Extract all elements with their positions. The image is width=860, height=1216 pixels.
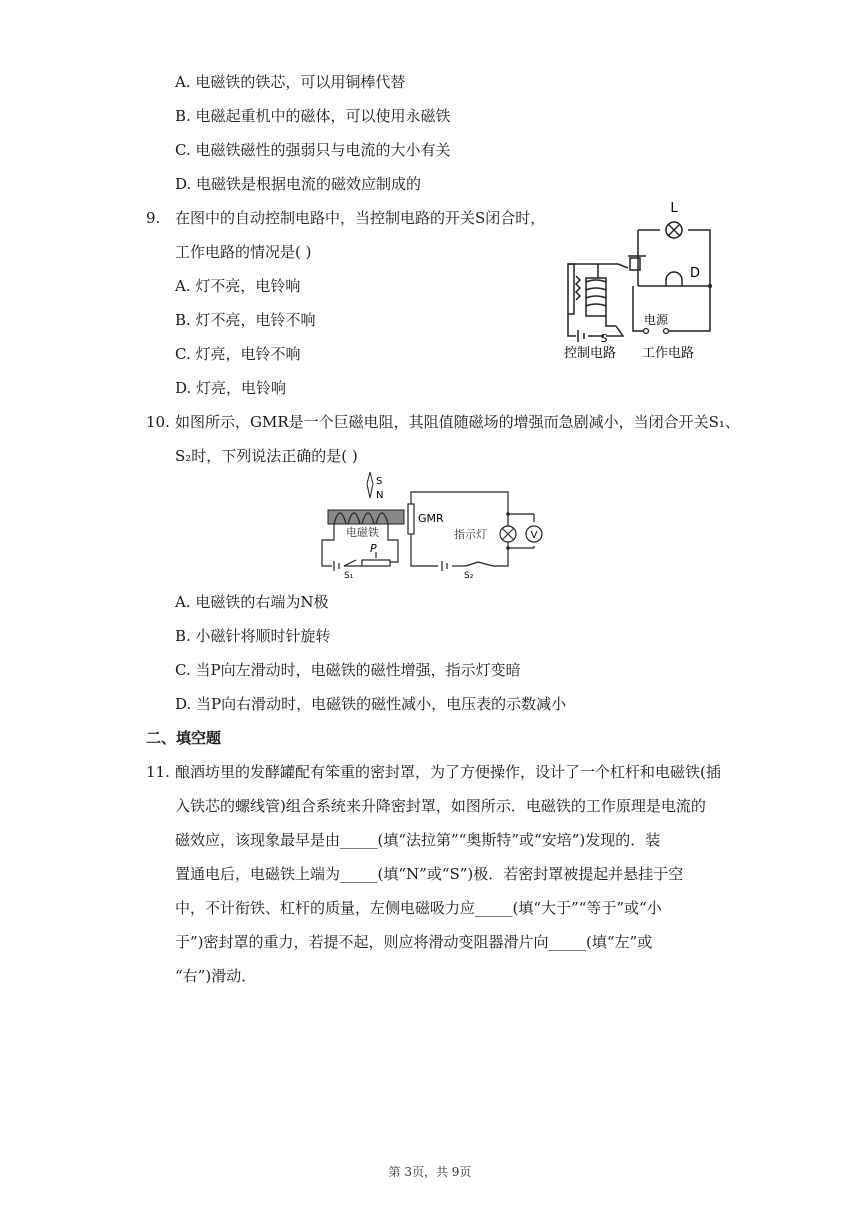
q11-line-6: 于”)密封罩的重力，若提不起，则应将滑动变阻器滑片向_____(填“左”或 [175, 933, 653, 951]
work-circuit-label: 工作电路 [641, 346, 695, 361]
needle-s-label: S [376, 476, 383, 487]
control-circuit-label: 控制电路 [563, 346, 617, 361]
q11-line-5: 中，不计衔铁、杠杆的质量，左侧电磁吸力应_____(填“大于”“等于”或“小 [175, 899, 662, 917]
gmr-label: GMR [418, 512, 444, 525]
q9-stem-line2: 工作电路的情况是( ) [175, 243, 312, 261]
q9-option-d: D. 灯亮，电铃响 [175, 379, 287, 397]
q11-line-2: 入铁芯的螺线管)组合系统来升降密封罩，如图所示．电磁铁的工作原理是电流的 [175, 797, 706, 815]
q8-option-b: B. 电磁起重机中的磁体，可以使用永磁铁 [175, 107, 451, 125]
slider-label: P [370, 542, 377, 555]
q10-stem-line1: 如图所示，GMR是一个巨磁电阻，其阻值随磁场的增强而急剧减小，当闭合开关S₁、 [175, 413, 740, 431]
q9-option-a: A. 灯不亮，电铃响 [175, 277, 301, 295]
q10-option-d: D. 当P向右滑动时，电磁铁的磁性减小，电压表的示数减小 [175, 695, 567, 713]
q9-stem-line1: 在图中的自动控制电路中，当控制电路的开关S闭合时， [175, 209, 546, 227]
q9-relay-circuit-figure [548, 196, 718, 366]
q8-option-d: D. 电磁铁是根据电流的磁效应制成的 [175, 175, 422, 193]
electromagnet-label: 电磁铁 [346, 526, 379, 539]
voltmeter-label: V [530, 530, 538, 541]
q11-line-4: 置通电后，电磁铁上端为_____(填“N”或“S”)极．若密封罩被提起并悬挂于空 [175, 865, 684, 883]
compass-needle-icon [367, 472, 373, 498]
q9-option-b: B. 灯不亮，电铃不响 [175, 311, 316, 329]
q11-line-7: “右”)滑动． [175, 967, 257, 985]
q11-number: 11. [146, 763, 170, 781]
q9-number: 9. [146, 209, 161, 227]
q10-stem-line2: S₂时，下列说法正确的是( ) [175, 447, 358, 465]
q8-option-c: C. 电磁铁磁性的强弱只与电流的大小有关 [175, 141, 451, 159]
q11-line-1: 酿酒坊里的发酵罐配有笨重的密封罩，为了方便操作，设计了一个杠杆和电磁铁(插 [175, 763, 721, 781]
bell-label: D [689, 266, 701, 281]
q8-option-a: A. 电磁铁的铁芯，可以用铜棒代替 [175, 73, 406, 91]
switch-label: S [600, 332, 608, 345]
q9-option-c: C. 灯亮，电铃不响 [175, 345, 301, 363]
q10-option-b: B. 小磁针将顺时针旋转 [175, 627, 331, 645]
indicator-lamp-label: 指示灯 [454, 528, 487, 541]
s2-label: S₂ [464, 571, 474, 581]
needle-n-label: N [376, 490, 384, 501]
q10-option-a: A. 电磁铁的右端为N极 [175, 593, 329, 611]
q10-number: 10. [146, 413, 170, 431]
page-footer: 第 3页，共 9页 [388, 1165, 472, 1179]
q11-line-3: 磁效应，该现象最早是由_____(填“法拉第”“奥斯特”或“安培”)发现的．装 [175, 831, 661, 849]
s1-label: S₁ [344, 571, 354, 581]
q10-option-c: C. 当P向左滑动时，电磁铁的磁性增强，指示灯变暗 [175, 661, 521, 679]
lamp-label: L [670, 201, 678, 216]
section-title-fill-blank: 二、填空题 [146, 729, 222, 747]
electromagnet-core [328, 510, 404, 524]
power-label: 电源 [643, 313, 669, 327]
q10-gmr-circuit-figure [318, 470, 550, 582]
